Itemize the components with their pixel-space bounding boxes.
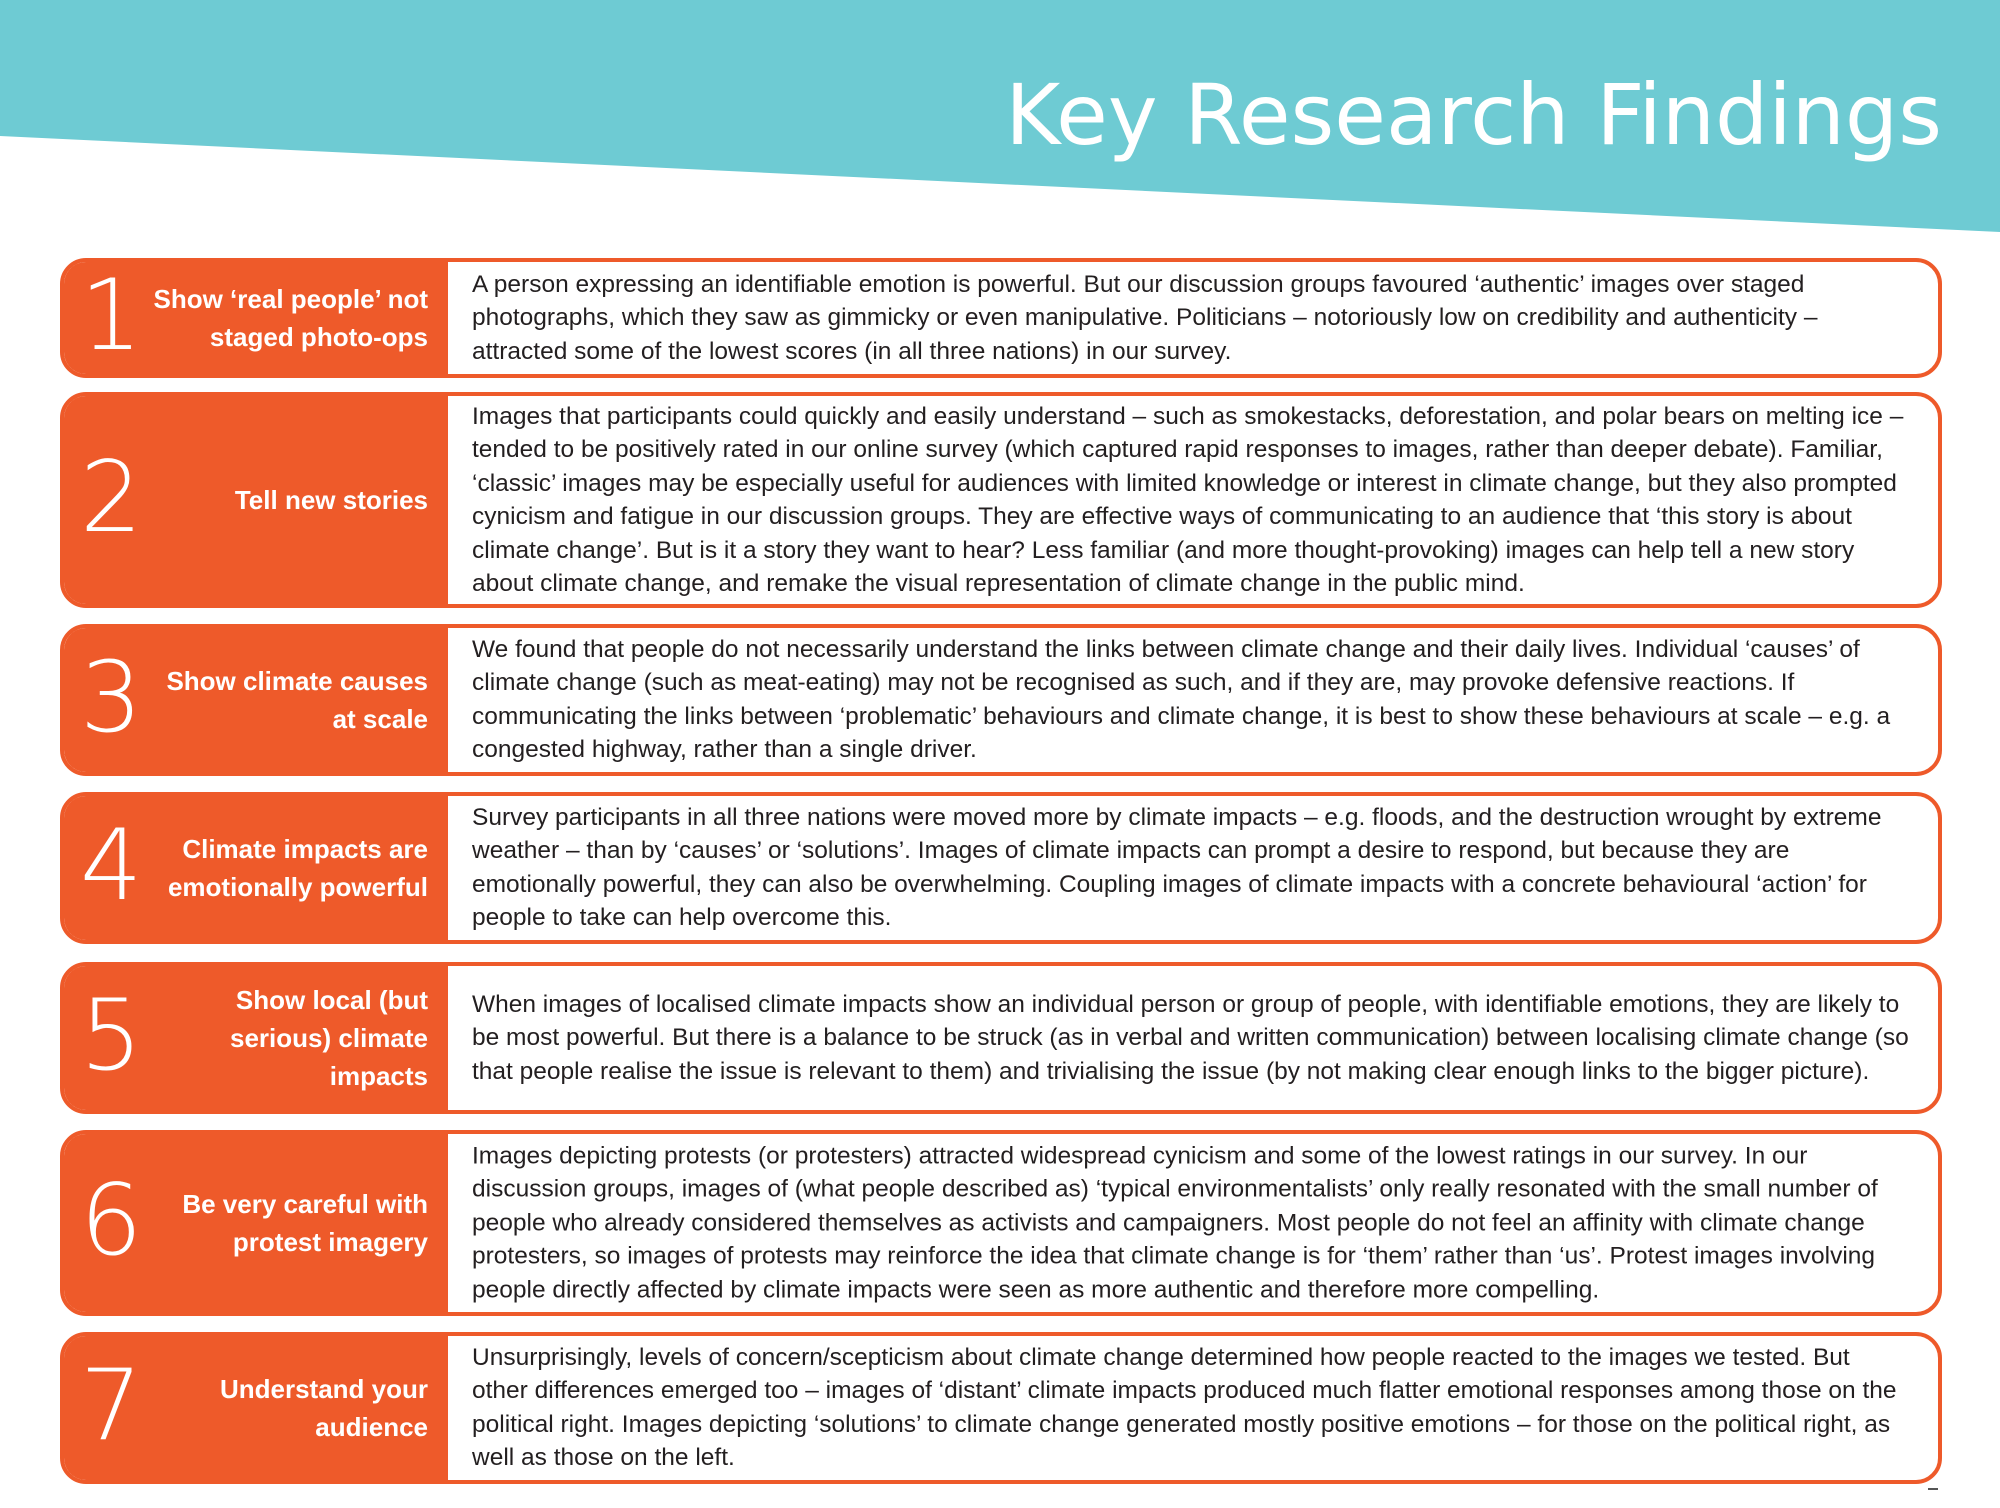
finding-heading: Understand your audience <box>219 1374 428 1442</box>
finding-body: Images that participants could quickly and easily understand – such as smokestacks, deforestation, and polar bears on melting ice – tended to be positively rated in our online survey (which captured rapid responses to images, rather than deeper debate). Familiar, ‘classic’ images may be especially useful for audiences with limited knowledge or interest in climate change, but they also prompted cynicism and fatigue in our discussion groups. They are effective ways of communicating to an audience that ‘this story is about climate change’. But is it a story they want to hear? Less familiar (and more thought-provoking) images can help tell a new story about climate change, and remake the visual representation of climate change in the public mind. <box>472 402 1904 597</box>
finding-card-1 <box>60 258 1942 378</box>
finding-card-5 <box>60 962 1942 1114</box>
finding-body: When images of localised climate impacts show an individual person or group of people, with identifiable emotions, they are likely to be most powerful. But there is a balance to be struck (as in verbal and written communication) between localising climate change (so that people realise the issue is relevant to them) and trivialising the issue (by not making clear enough links to the bigger picture). <box>472 990 1909 1085</box>
finding-body: Survey participants in all three nations were moved more by climate impacts – e.g. floods, and the destruction wrought by extreme weather – than by ‘causes’ or ‘solutions’. Images of climate impacts can prompt a desire to respond, but because they are emotionally powerful, they can also be overwhelming. Coupling images of climate impacts with a concrete behavioural ‘action’ for people to take can help overcome this. <box>472 804 1882 932</box>
finding-heading: Be very careful with protest imagery <box>182 1189 428 1257</box>
finding-label-panel <box>64 966 448 1110</box>
finding-label-panel <box>64 796 448 940</box>
finding-body: Unsurprisingly, levels of concern/scepticism about climate change determined how people reacted to the images we tested. But other differences emerged too – images of ‘distant’ climate impacts produced much flatter emotional responses among those on the political right. Images depicting ‘solutions’ to climate change generated mostly positive emotions – for those on the political right, as well as those on the left. <box>472 1344 1897 1472</box>
finding-body: Images depicting protests (or protesters) attracted widespread cynicism and some of the lowest ratings in our survey. In our discussion groups, images of (what people described as) ‘typical environmentalists’ only really resonated with the small number of people who already considered themselves as activists and campaigners. Most people do not feel an affinity with climate change protesters, so images of protests may reinforce the idea that climate change is for ‘them’ rather than ‘us’. Protest images involving people directly affected by climate impacts were seen as more authentic and therefore more compelling. <box>472 1142 1878 1304</box>
finding-card-6 <box>60 1130 1942 1316</box>
finding-card-2 <box>60 392 1942 608</box>
header-band <box>0 0 2000 235</box>
finding-card-7 <box>60 1332 1942 1484</box>
finding-card-4 <box>60 792 1942 944</box>
finding-label-panel <box>64 1134 448 1312</box>
finding-heading: Tell new stories <box>234 485 428 515</box>
finding-number: 5 <box>80 979 143 1094</box>
finding-heading: Show climate causes at scale <box>166 666 428 734</box>
finding-heading: Climate impacts are emotionally powerful <box>167 834 428 902</box>
finding-card-3 <box>60 624 1942 776</box>
finding-body: We found that people do not necessarily understand the links between climate change and their daily lives. Individual ‘causes’ of climate change (such as meat-eating) may not be recognised as such, and if they are, may provoke defensive reactions. If communicating the links between ‘problematic’ behaviours and climate change, it is best to show these behaviours at scale – e.g. a congested highway, rather than a single driver. <box>472 636 1891 764</box>
finding-number: 1 <box>80 259 143 374</box>
finding-body: A person expressing an identifiable emotion is powerful. But our discussion groups favoured ‘authentic’ images over staged photographs, which they saw as gimmicky or even manipulative. Politicians – notoriously low on credibility and authenticity – attracted some of the lowest scores (in all three nations) in our survey. <box>472 270 1818 365</box>
page-title: Key Research Findings <box>1005 66 1942 164</box>
finding-number: 2 <box>80 441 143 556</box>
finding-heading: Show ‘real people’ not staged photo-ops <box>153 284 428 352</box>
finding-label-panel <box>64 396 448 604</box>
finding-number: 3 <box>80 641 143 756</box>
finding-label-panel <box>64 259 448 374</box>
finding-label-panel <box>64 1336 448 1480</box>
finding-heading: Show local (but serious) climate impacts <box>230 985 428 1091</box>
finding-label-panel <box>64 628 448 772</box>
finding-number: 6 <box>80 1164 143 1279</box>
finding-number: 7 <box>80 1349 143 1464</box>
page-edge-mark <box>1928 1488 1938 1490</box>
finding-number: 4 <box>80 809 143 924</box>
